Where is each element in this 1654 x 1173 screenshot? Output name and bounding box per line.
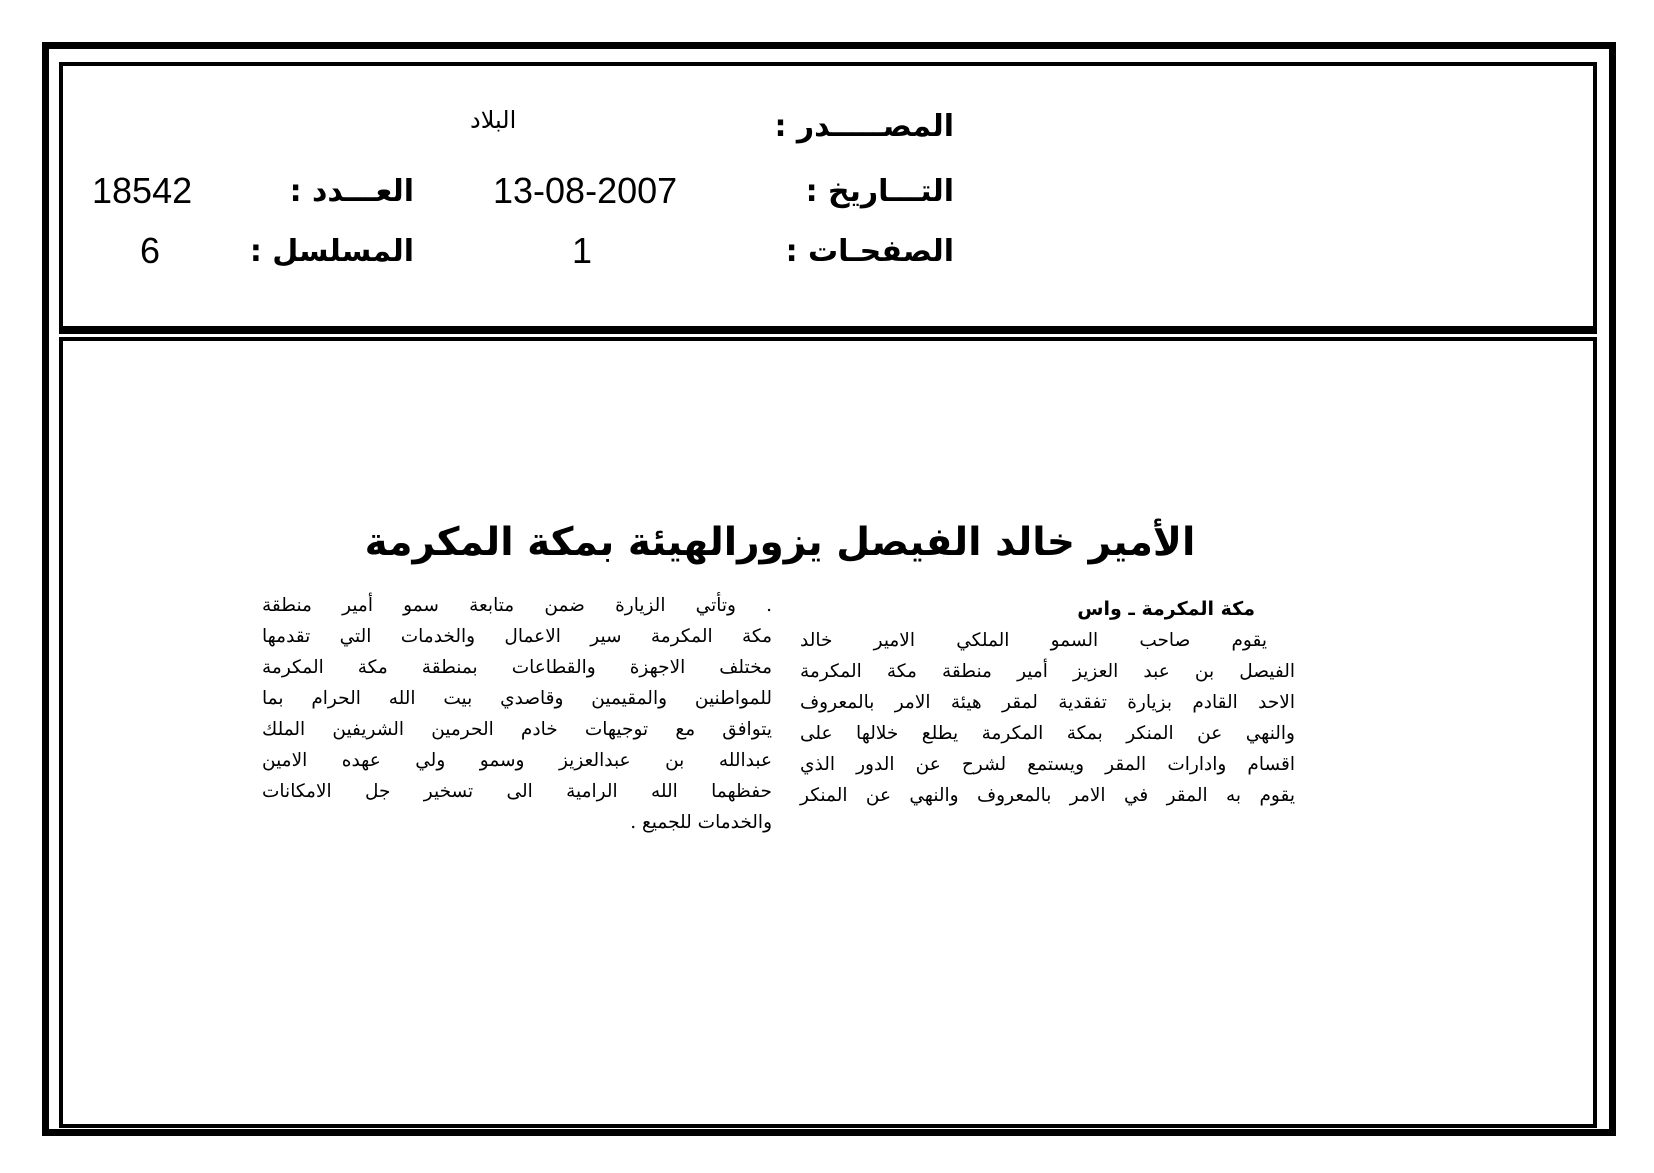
serial-label: المسلسل : xyxy=(249,234,414,269)
article-line: مكة المكرمة سير الاعمال والخدمات التي تقدمها xyxy=(262,626,772,647)
article-line: والنهي عن المنكر بمكة المكرمة يطلع خلالها على xyxy=(800,723,1295,744)
article-line: حفظهما الله الرامية الى تسخير جل الامكانات xyxy=(262,781,772,802)
article-dateline: مكة المكرمة ـ واس xyxy=(1077,598,1255,620)
date-label: التـــاريخ : xyxy=(805,174,954,209)
issue-label: العـــدد : xyxy=(289,174,414,209)
article-line: مختلف الاجهزة والقطاعات بمنطقة مكة المكرمة xyxy=(262,657,772,678)
issue-value: 18542 xyxy=(92,170,193,211)
source-value: البلاد xyxy=(470,106,517,134)
article-line: . وتأتي الزيارة ضمن متابعة سمو أمير منطقة xyxy=(262,595,772,616)
article-line: يتوافق مع توجيهات خادم الحرمين الشريفين الملك xyxy=(262,719,772,740)
pages-label: الصفحـات : xyxy=(785,234,954,269)
date-value: 13-08-2007 xyxy=(493,170,678,211)
article-line: للمواطنين والمقيمين وقاصدي بيت الله الحرام بما xyxy=(262,688,772,709)
article-line: والخدمات للجميع . xyxy=(630,812,772,833)
article-line: الاحد القادم بزيارة تفقدية لمقر هيئة الامر بالمعروف xyxy=(800,692,1295,713)
article-line: يقوم به المقر في الامر بالمعروف والنهي عن المنكر xyxy=(800,785,1295,806)
article-left-column xyxy=(262,590,772,838)
article-headline: الأمير خالد الفيصل يزورالهيئة بمكة المكرمة xyxy=(364,520,1196,565)
article-line: الفيصل بن عبد العزيز أمير منطقة مكة المكرمة xyxy=(800,661,1295,682)
serial-value: 6 xyxy=(140,230,161,271)
article-line: عبدالله بن عبدالعزيز وسمو ولي عهده الامين xyxy=(262,750,772,771)
article-line: اقسام وادارات المقر ويستمع لشرح عن الدور الذي xyxy=(800,754,1295,775)
article-line: يقوم صاحب السمو الملكي الامير خالد xyxy=(800,630,1267,651)
article-right-column xyxy=(800,594,1295,811)
source-label: المصـــــدر : xyxy=(774,109,954,144)
pages-value: 1 xyxy=(572,230,593,271)
header-separator xyxy=(59,327,1597,334)
